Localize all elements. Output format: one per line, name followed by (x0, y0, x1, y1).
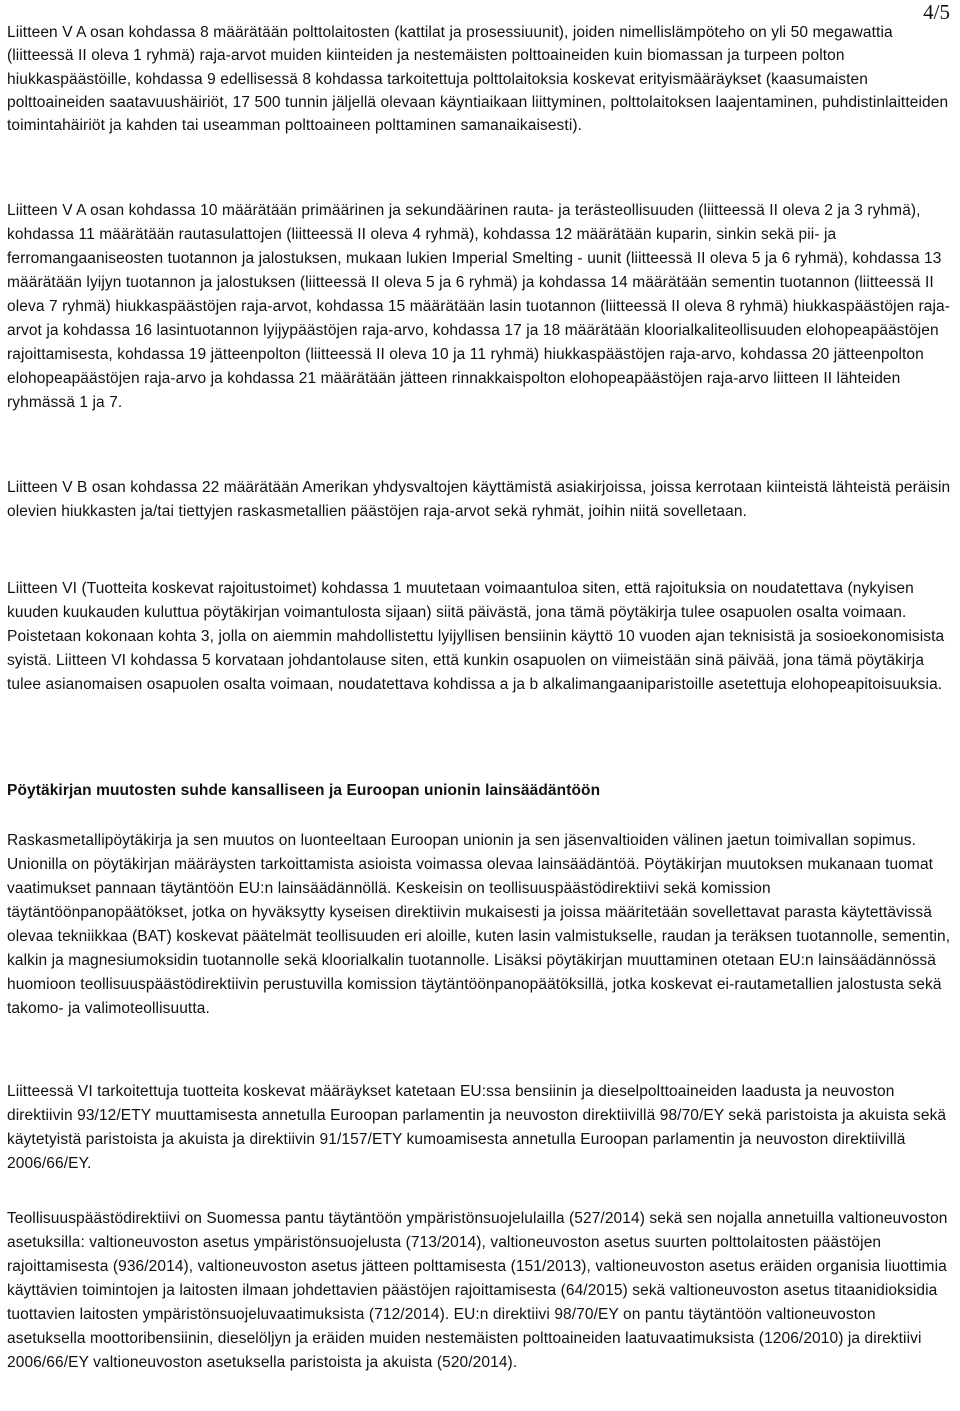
paragraph-annex-v-b-item-22: Liitteen V B osan kohdassa 22 määrätään Amerikan yhdysvaltojen käyttämistä asiakirjoissa, joissa kerrotaan kiinteistä lähteistä peräisin olevien hiukkasten ja/tai tiettyjen raskasmetallien päästöjen raja-arvot sekä ryhmät, joihin niitä sovelletaan. (7, 479, 951, 520)
paragraph-annex-vi: Liitteen VI (Tuotteita koskevat rajoitustoimet) kohdassa 1 muutetaan voimaantuloa siten, että rajoituksia on noudatettava (nykyisen kuuden kuukauden kuluttua pöytäkirjan voimantulosta sijaan) siitä päivästä, jona tämä pöytäkirja tulee osapuolen osalta voimaan. Poistetaan kokonaan kohta 3, jolla on aiemmin mahdollistettu lyijyllisen bensiinin käyttö 10 vuoden ajan teknisistä ja sosioekonomisista syistä. Liitteen VI kohdassa 5 korvataan johdantolause siten, että kunkin osapuolen on viimeistään sinä päivää, jona tämä pöytäkirja tulee asianomaisen osapuolen osalta voimaan, noudatettava kohdissa a ja b alkalimangaaniparistoille asetettuja elohopeapitoisuuksia. (7, 580, 945, 693)
paragraph-annex-vi-eu-directives: Liitteessä VI tarkoitettuja tuotteita koskevat määräykset katetaan EU:ssa bensiinin ja dieselpolttoaineiden laadusta ja neuvoston direktiivin 93/12/ETY muuttamisesta annetulla Euroopan parlamentin ja neuvoston direktiivillä 98/70/EY sekä paristoista ja akuista sekä käytetyistä paristoista ja akuista ja direktiivin 91/157/ETY kumoamisesta annetulla Euroopan parlamentin ja neuvoston direktiivillä 2006/66/EY. (7, 1083, 947, 1172)
section-heading: Pöytäkirjan muutosten suhde kansalliseen ja Euroopan unionin lainsäädäntöön (7, 782, 601, 799)
paragraph-annex-v-a-item-8: Liitteen V A osan kohdassa 8 määrätään polttolaitosten (kattilat ja prosessiuunit), joiden nimellislämpöteho on yli 50 megawattia (liitteessä II oleva 1 ryhmä) raja-arvot muiden kiinteiden ja nestemäisten polttoaineiden kuin biomassan ja turpeen polton hiukkaspäästöille, kohdassa 9 edellisessä 8 kohdassa tarkoitettuja polttolaitoksia koskevat erityismääräykset (kaasumaisten polttoaineiden saatavuushäiriöt, 17 500 tunnin jäljellä olevaan käyntiaikaan liittyminen, polttolaitoksen laajentaminen, puhdistinlaitteiden toimintahäiriöt ja kahden tai useamman polttoaineen polttaminen samanaikaisesti). (7, 24, 949, 135)
paragraph-annex-v-a-items-10-21: Liitteen V A osan kohdassa 10 määrätään primäärinen ja sekundäärinen rauta- ja terästeollisuuden (liitteessä II oleva 2 ja 3 ryhmä), kohdassa 11 määrätään rautasulattojen (liitteessä II oleva 4 ryhmä), kohdassa 12 määrätään kuparin, sinkin sekä pii- ja ferromangaaniseosten tuotannon ja jalostuksen, mukaan lukien Imperial Smelting - uunit (liitteessä II oleva 5 ja 6 ryhmä), kohdassa 13 määrätään lyijyn tuotannon ja jalostuksen (liitteessä II oleva 5 ja 6 ryhmä) ja kohdassa 14 määrätään sementin tuotannon (liitteessä II oleva 7 ryhmä) hiukkaspäästöjen raja-arvot, kohdassa 15 määrätään lasin tuotannon (liitteessä II oleva 8 ryhmä) hiukkaspäästöjen raja-arvot ja kohdassa 16 lasintuotannon lyijypäästöjen raja-arvo, kohdassa 17 ja 18 määrätään kloorialkaliteollisuuden elohopeapäästöjen rajoittamisesta, kohdassa 19 jätteenpolton (liitteessä II oleva 10 ja 11 ryhmä) hiukkaspäästöjen raja-arvo, kohdassa 20 jätteenpolton elohopeapäästöjen raja-arvo ja kohdassa 21 määrätään jätteen rinnakkaispolton elohopeapäästöjen raja-arvo liitteen II lähteiden ryhmässä 1 ja 7. (7, 202, 951, 411)
paragraph-eu-competence: Raskasmetallipöytäkirja ja sen muutos on luonteeltaan Euroopan unionin ja sen jäsenvaltioiden välinen jaetun toimivallan sopimus. Unionilla on pöytäkirjan määräysten tarkoittamista asioista voimassa olevaa lainsäädäntöä. Pöytäkirjan muutoksen mukanaan tuomat vaatimukset pannaan täytäntöön EU:n lainsäädännöllä. Keskeisin on teollisuuspäästödirektiivi sekä komission täytäntöönpanopäätökset, jotka on hyväksytty kyseisen direktiivin mukaisesti ja joissa määritetään sovellettavat parasta käytettävissä olevaa tekniikkaa (BAT) koskevat päätelmät teollisuuden eri aloille, kuten lasin valmistukselle, raudan ja teräksen tuotannolle, sementin, kalkin ja magnesiumoksidin tuotannolle sekä kloorialkalin tuotannolle. Lisäksi pöytäkirjan muuttaminen otetaan EU:n lainsäädännössä huomioon teollisuuspäästödirektiivin perustuvilla komission täytäntöönpanopäätöksillä, jotka koskevat ei-rautametallien jalostusta sekä takomo- ja valimoteollisuutta. (7, 832, 951, 1017)
page-number: 4/5 (923, 0, 950, 24)
paragraph-finnish-implementation: Teollisuuspäästödirektiivi on Suomessa pantu täytäntöön ympäristönsuojelulailla (527/2014) sekä sen nojalla annetuilla valtioneuvoston asetuksilla: valtioneuvoston asetus ympäristönsuojelusta (713/2014), valtioneuvoston asetus suurten polttolaitosten päästöjen rajoittamisesta (936/2014), valtioneuvoston asetus jätteen polttamisesta (151/2013), valtioneuvoston asetus eräiden organisia liuottimia käyttävien toimintojen ja laitosten ilmaan johdettavien päästöjen rajoittamisesta (64/2015) sekä valtioneuvoston asetus titaanidioksidia tuottavien laitosten ympäristönsuojeluvaatimuksista (712/2014). EU:n direktiivi 98/70/EY on pantu täytäntöön valtioneuvoston asetuksella moottoribensiinin, dieselöljyn ja eräiden muiden nestemäisten polttoaineiden laatuvaatimuksista (1206/2010) ja direktiivi 2006/66/EY valtioneuvoston asetuksella paristoista ja akuista (520/2014). (7, 1210, 948, 1371)
